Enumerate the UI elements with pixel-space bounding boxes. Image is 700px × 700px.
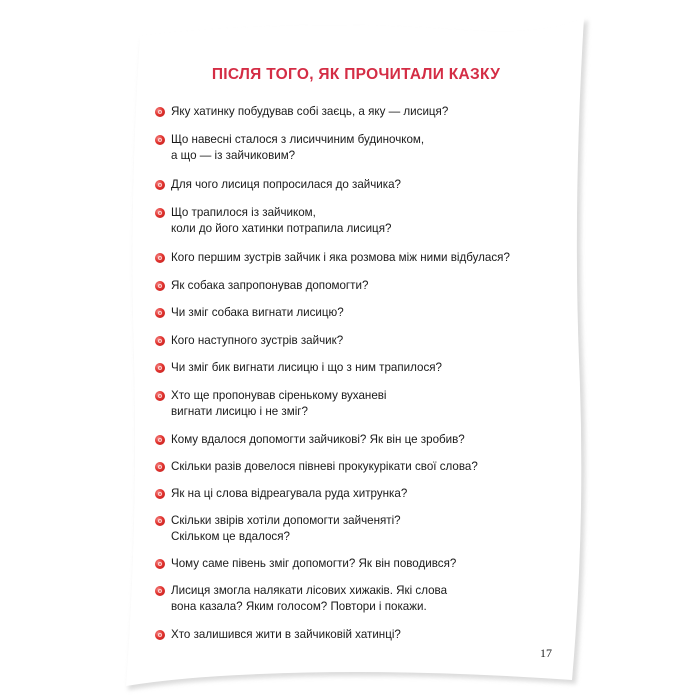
bullet-icon bbox=[155, 253, 165, 263]
question-text: Чи зміг собака вигнати лисицю? bbox=[171, 306, 344, 319]
question-text: Для чого лисиця попросилася до зайчика? bbox=[171, 178, 401, 191]
book-page bbox=[135, 28, 577, 674]
list-item bbox=[155, 305, 575, 321]
page-number: 17 bbox=[540, 646, 552, 660]
list-item bbox=[155, 360, 575, 376]
question-text: Кого наступного зустрів зайчик? bbox=[171, 334, 344, 347]
question-text: Чому саме півень зміг допомогти? Як він поводився? bbox=[171, 557, 457, 570]
bullet-icon bbox=[155, 135, 165, 145]
question-text: Кого першим зустрів зайчик і яка розмова між ними відбулася? bbox=[171, 251, 510, 264]
bullet-icon bbox=[155, 208, 165, 218]
bullet-icon bbox=[155, 391, 165, 401]
bullet-icon bbox=[155, 462, 165, 472]
list-item bbox=[155, 278, 575, 294]
list-item bbox=[155, 250, 575, 266]
list-item bbox=[155, 205, 575, 237]
bullet-icon bbox=[155, 363, 165, 373]
question-text: Яку хатинку побудував собі заєць, а яку — лисиця? bbox=[171, 105, 449, 118]
question-text: Хто залишився жити в зайчиковій хатинці? bbox=[171, 628, 401, 641]
list-item bbox=[155, 432, 575, 448]
bullet-icon bbox=[155, 489, 165, 499]
question-text: Як собака запропонував допомогти? bbox=[171, 279, 369, 292]
bullet-icon bbox=[155, 308, 165, 318]
bullet-icon bbox=[155, 435, 165, 445]
question-text: Чи зміг бик вигнати лисицю і що з ним трапилося? bbox=[171, 361, 442, 374]
list-item bbox=[155, 556, 575, 572]
question-text: Скільки разів довелося півневі прокукурікати свої слова? bbox=[171, 460, 478, 473]
bullet-icon bbox=[155, 630, 165, 640]
bullet-icon bbox=[155, 281, 165, 291]
list-item bbox=[155, 627, 575, 643]
question-text: Скільки звірів хотіли допомогти зайченяті? Скільком це вдалося? bbox=[171, 514, 401, 543]
bullet-icon bbox=[155, 516, 165, 526]
list-item bbox=[155, 333, 575, 349]
bullet-icon bbox=[155, 107, 165, 117]
question-text: Як на ці слова відреагувала руда хитрунка? bbox=[171, 487, 408, 500]
bullet-icon bbox=[155, 180, 165, 190]
list-item bbox=[155, 132, 575, 164]
question-text: Що навесні сталося з лисиччиним будиночком, а що — із зайчиковим? bbox=[171, 133, 425, 162]
list-item bbox=[155, 486, 575, 502]
bullet-icon bbox=[155, 586, 165, 596]
question-text: Кому вдалося допомогти зайчикові? Як він це зробив? bbox=[171, 433, 465, 446]
question-text: Що трапилося із зайчиком, коли до його хатинки потрапила лисиця? bbox=[171, 206, 392, 235]
list-item bbox=[155, 459, 575, 475]
list-item bbox=[155, 177, 575, 193]
question-text: Хто ще пропонував сіренькому вуханеві вигнати лисицю і не зміг? bbox=[171, 389, 387, 418]
page-title: ПІСЛЯ ТОГО, ЯК ПРОЧИТАЛИ КАЗКУ bbox=[211, 66, 501, 83]
list-item bbox=[155, 513, 575, 545]
bullet-icon bbox=[155, 559, 165, 569]
question-text: Лисиця змогла налякати лісових хижаків. Які слова вона казала? Яким голосом? Повтори і покажи. bbox=[171, 584, 448, 613]
list-item bbox=[155, 583, 575, 615]
bullet-icon bbox=[155, 336, 165, 346]
list-item bbox=[155, 388, 575, 420]
list-item bbox=[155, 104, 575, 120]
